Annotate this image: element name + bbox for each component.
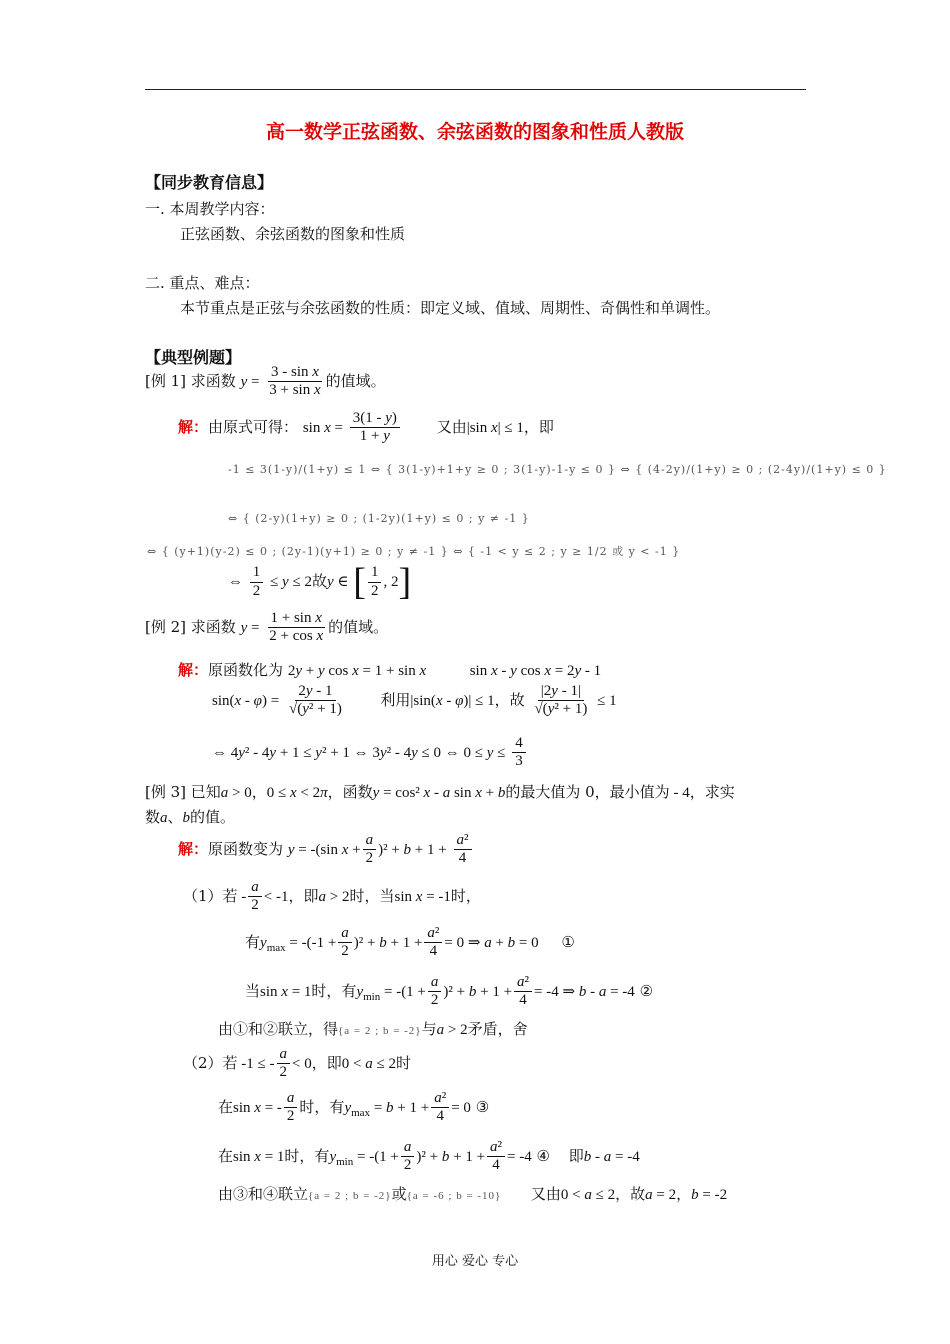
page-title: 高一数学正弦函数、余弦函数的图象和性质人教版 bbox=[265, 121, 684, 143]
example-1-faint-line1: -1 ≤ 3(1-y)/(1+y) ≤ 1 ⇔ { 3(1-y)+1+y ≥ 0 ; 3(1-y)-1-y ≤ 0 } ⇔ { (4-2y)/(1+y) ≥ 0 ; (2-4y)/(1+y) ≤ 0 } bbox=[228, 463, 887, 476]
example-2-solution-line2: sin(x - φ) = $\frac{2y - 1}{\text{√(y² + 1)}}$ 利用|sin(x - φ)| ≤ 1，故 $\frac{|2y - 1|}{\text{√(y² + 1)}}$ ≤ 1 bbox=[212, 683, 617, 718]
example-1-solution-line1: 解：由原式可得： sin x = $\frac{3(1 - y)}{1 + y}$ 又由|sin x| ≤ 1，即 bbox=[178, 410, 554, 445]
case-1-conclusion: 由①和②联立，得{a = 2 ; b = -2}与a > 2矛盾，舍 bbox=[218, 1020, 528, 1038]
case-2-min: 在sin x = 1时，有$y_{min} = -(1$ + $\frac{a}{2}$ )² + b + 1 + $\frac{\text{a²}}{4}$ = -4 ④ 即b - a = -4 bbox=[218, 1139, 640, 1174]
case-1-min: 当sin x = 1时，有$y_{min} = -(1$ + $\frac{a}{2}$ )² + b + 1 + $\frac{\text{a²}}{4}$ = -4 ⇒ b - a = -4 ② bbox=[245, 974, 654, 1009]
header-rule bbox=[145, 89, 806, 90]
case-1-max: 有$y_{max} = -(-1$ + $\frac{a}{2}$ )² + b + 1 + $\frac{\text{a²}}{4}$ = 0 ⇒ a + b = 0 ① bbox=[245, 925, 575, 960]
example-3-statement-line2: 数a、b的值。 bbox=[145, 808, 236, 826]
item1-text: 正弦函数、余弦函数的图象和性质 bbox=[180, 225, 406, 243]
example-2-solution-line3: ⇔ 4y² - 4y + 1 ≤ y² + 1 ⇔ 3y² - 4y ≤ 0 ⇔ 0 ≤ y ≤ $\frac{4}{3}$ bbox=[212, 735, 528, 771]
example-1-final: ⇔ $\frac{1}{2}$ ≤ y ≤ 2故y ∈ [ $\frac{1}{2}$ , 2] bbox=[228, 561, 412, 603]
section-heading-examples: 【典型例题】 bbox=[145, 348, 242, 367]
example-3-solution-line1: 解：原函数变为 y = -(sin x + $\frac{a}{2}$ )² + b + 1 + $\frac{\text{a²}}{4}$ bbox=[178, 832, 474, 868]
example-3-statement-line1: [例 3] 已知a > 0，0 ≤ x < 2π，函数y = cos² x - a sin x + b的最大值为 0，最小值为 - 4，求实 bbox=[145, 783, 735, 801]
item1-label: 一. 本周教学内容： bbox=[145, 200, 275, 218]
example-1-faint-line2: ⇔ { (2-y)(1+y) ≥ 0 ; (1-2y)(1+y) ≤ 0 ; y ≠ -1 } bbox=[228, 512, 530, 525]
section-heading-sync: 【同步教育信息】 bbox=[145, 173, 274, 192]
item2-text: 本节重点是正弦与余弦函数的性质：即定义域、值域、周期性、奇偶性和单调性。 bbox=[180, 299, 721, 317]
case-2-condition: （2）若 -1 ≤ - $\frac{a}{2}$ < 0，即0 < a ≤ 2时 bbox=[183, 1046, 411, 1081]
page-footer: 用心 爱心 专心 bbox=[431, 1254, 519, 1269]
example-1-statement: [例 1] 求函数 y = $\frac{\text{3 - sin x}}{\text{3 + sin x}}$ 的值域。 bbox=[145, 364, 386, 399]
case-2-max: 在sin x = - $\frac{a}{2}$ 时，有$y_{max} = b + 1$ + $\frac{\text{a²}}{4}$ = 0 ③ bbox=[218, 1090, 490, 1125]
example-2-solution-line1: 解：原函数化为 2y + y cos x = 1 + sin x sin x - y cos x = 2y - 1 bbox=[178, 661, 602, 679]
case-1-condition: （1）若 - $\frac{a}{2}$ < -1，即a > 2时，当sin x = -1时， bbox=[183, 879, 481, 914]
example-1-faint-line3: ⇔ { (y+1)(y-2) ≤ 0 ; (2y-1)(y+1) ≥ 0 ; y ≠ -1 } ⇔ { -1 < y ≤ 2 ; y ≥ 1/2 或 y < -1 } bbox=[147, 545, 681, 558]
example-2-statement: [例 2] 求函数 y = $\frac{\text{1 + sin x}}{\text{2 + cos x}}$ 的值域。 bbox=[145, 610, 389, 645]
item2-label: 二. 重点、难点： bbox=[145, 274, 260, 292]
case-2-conclusion: 由③和④联立{a = 2 ; b = -2}或{a = -6 ; b = -10} 又由0 < a ≤ 2，故a = 2，b = -2 bbox=[218, 1185, 728, 1203]
